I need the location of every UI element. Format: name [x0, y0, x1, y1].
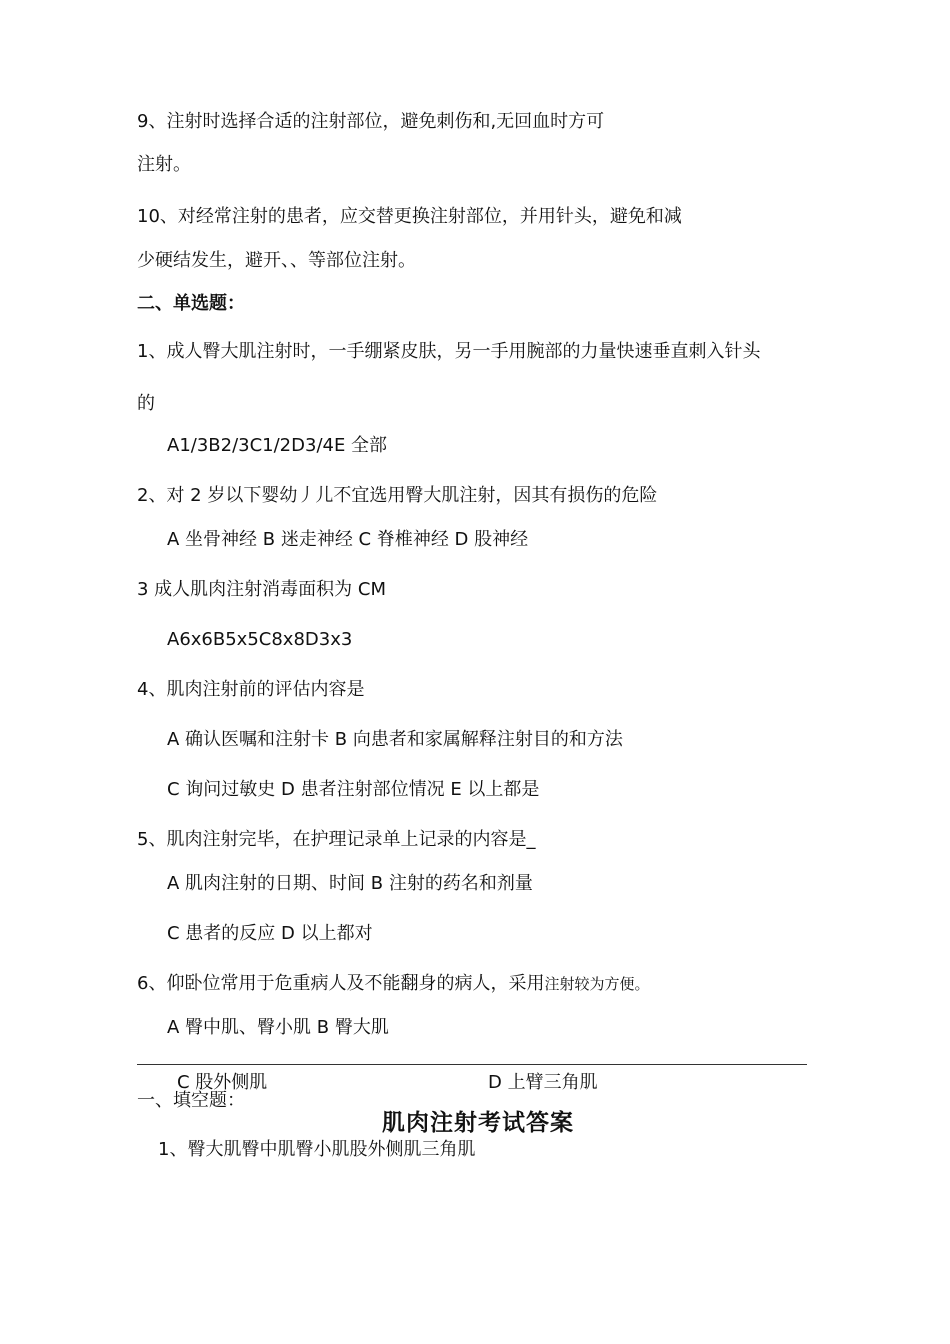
s3-options: A6x6B5x5C8x8D3x3	[167, 629, 353, 650]
s5-question: 5、肌肉注射完毕，在护理记录单上记录的内容是_	[137, 829, 536, 850]
q10-line-2: 少硬结发生，避开、、等部位注射。	[137, 250, 416, 271]
q10-line-1: 10、对经常注射的患者，应交替更换注射部位，并用针头，避免和减	[137, 206, 682, 227]
answer-section-heading: 一、填空题：	[137, 1090, 245, 1111]
s1-options: A1/3B2/3C1/2D3/4E 全部	[167, 435, 388, 456]
s6-option-c: C 股外侧肌	[177, 1072, 268, 1093]
s6-question-tail: 注射较为方便。	[544, 975, 650, 993]
s1-question-line-2: 的	[137, 393, 155, 414]
s6-question-main: 6、仰卧位常用于危重病人及不能翻身的病人，采用	[137, 973, 545, 994]
s6-question	[137, 972, 649, 996]
section-2-heading: 二、单选题：	[137, 293, 245, 314]
s6-option-d: D 上臂三角肌	[488, 1072, 598, 1093]
answer-title: 肌肉注射考试答案	[382, 1110, 574, 1136]
s5-options-1: A 肌肉注射的日期、时间 B 注射的药名和剂量	[167, 873, 533, 894]
section-divider	[137, 1064, 807, 1065]
q9-line-1: 9、注射时选择合适的注射部位，避免刺伤和,无回血时方可	[137, 111, 605, 132]
s2-options: A 坐骨神经 B 迷走神经 C 脊椎神经 D 股神经	[167, 529, 529, 550]
s3-question: 3 成人肌肉注射消毒面积为 CM	[137, 579, 386, 600]
s2-question: 2、对 2 岁以下婴幼丿儿不宜选用臀大肌注射，因其有损伤的危险	[137, 485, 658, 506]
answer-1: 1、臀大肌臀中肌臀小肌股外侧肌三角肌	[158, 1139, 476, 1160]
s5-options-2: C 患者的反应 D 以上都对	[167, 923, 373, 944]
s6-options-1: A 臀中肌、臀小肌 B 臀大肌	[167, 1017, 389, 1038]
q9-line-2: 注射。	[137, 154, 191, 175]
s4-options-2: C 询问过敏史 D 患者注射部位情况 E 以上都是	[167, 779, 540, 800]
s1-question-line-1: 1、成人臀大肌注射时，一手绷紧皮肤，另一手用腕部的力量快速垂直刺入针头	[137, 341, 761, 362]
s4-options-1: A 确认医嘱和注射卡 B 向患者和家属解释注射目的和方法	[167, 729, 623, 750]
s4-question: 4、肌肉注射前的评估内容是	[137, 679, 365, 700]
